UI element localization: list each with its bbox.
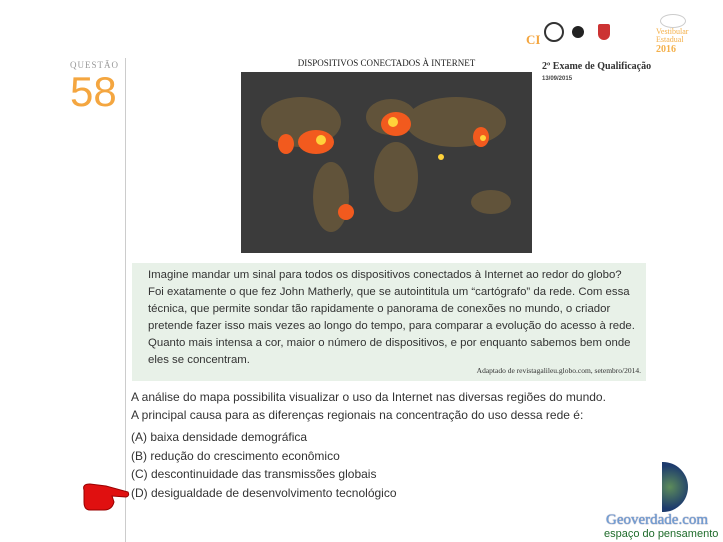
passage-source: Adaptado de revistagalileu.globo.com, setembro/2014. xyxy=(476,366,641,375)
question-number: 58 xyxy=(70,68,117,115)
seal-logo-icon xyxy=(544,22,564,42)
exam-title: 2º Exame de Qualificação xyxy=(542,61,652,72)
prompt-line-1: A análise do mapa possibilita visualizar o uso da Internet nas diversas regiões do mundo. xyxy=(131,390,606,404)
pointing-hand-icon xyxy=(80,480,130,519)
option-a[interactable]: (A) baixa densidade demográfica xyxy=(131,430,308,444)
world-map-image xyxy=(241,72,532,253)
passage-text: Imagine mandar um sinal para todos os dispositivos conectados à Internet ao redor do globo? Foi exatamente o que fez John Matherly, que se autointitula um “cartógrafo” da rede. Com essa técnica, que permite sondar tão rapidamente o panorama de conexões no mundo, o criador pretende fazer isso mais vezes ao longo do tempo, para comparar a evolução do acesso à rede. Quanto mais intensa a cor, maior o número de dispositivos, e por enquanto sabemos bem onde eles se concentram. xyxy=(148,269,635,366)
vestibular-line2: Estadual xyxy=(656,35,684,44)
vestibular-logo xyxy=(656,14,706,55)
option-c[interactable]: (C) descontinuidade das transmissões globais xyxy=(131,467,377,481)
crest-logo-icon xyxy=(598,24,610,40)
vestibular-year: 2016 xyxy=(656,44,676,55)
internet-devices-map xyxy=(241,72,532,253)
map-title: DISPOSITIVOS CONECTADOS À INTERNET xyxy=(297,58,476,68)
divider xyxy=(125,58,126,542)
uerj-logo-icon xyxy=(572,26,584,38)
glasses-icon xyxy=(660,14,686,28)
option-b[interactable]: (B) redução do crescimento econômico xyxy=(131,449,340,463)
option-d[interactable]: (D) desigualdade de desenvolvimento tecnológico xyxy=(131,486,397,500)
exam-date: 13/09/2015 xyxy=(542,76,573,82)
vestibular-line1: Vestibular xyxy=(656,27,689,36)
watermark-tagline: espaço do pensamento xyxy=(604,528,719,540)
watermark-site: Geoverdade.com xyxy=(606,512,709,528)
ci-logo-text: CI xyxy=(526,32,541,47)
globe-icon xyxy=(662,462,688,512)
question-label: QUESTÃO xyxy=(70,60,119,70)
prompt-line-2: A principal causa para as diferenças regionais na concentração do uso dessa rede é: xyxy=(131,408,584,422)
